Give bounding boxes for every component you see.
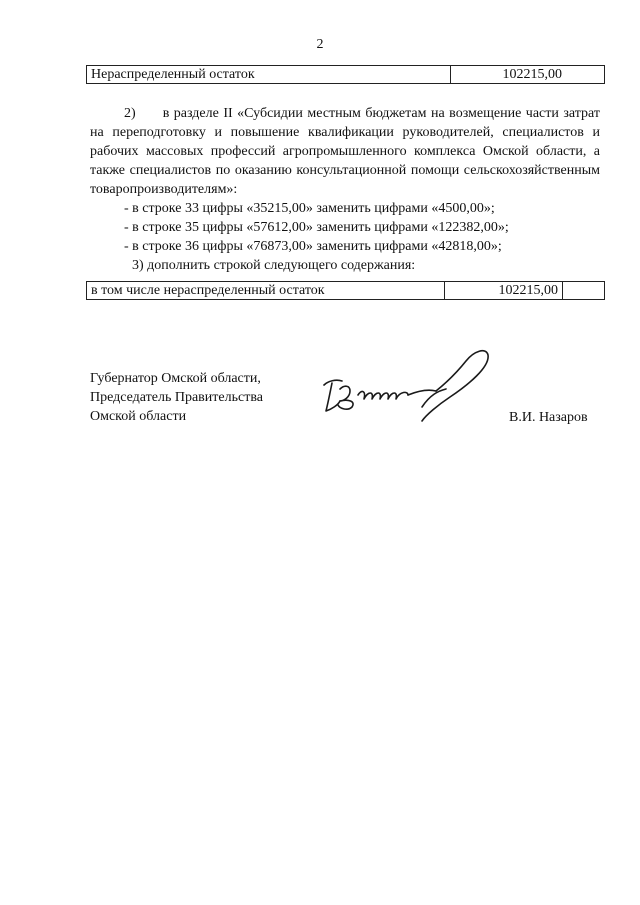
item-2-paragraph bbox=[90, 104, 600, 199]
position-line: Омской области bbox=[90, 409, 187, 424]
page-number: 2 bbox=[316, 37, 324, 52]
signatory-position bbox=[90, 369, 263, 426]
table-including-unallocated bbox=[86, 281, 605, 300]
replacement-line: - в строке 36 цифры «76873,00» заменить цифрами «42818,00»; bbox=[124, 239, 502, 254]
item-2-number: 2) bbox=[124, 106, 136, 121]
item-2-text: в разделе II «Субсидии местным бюджетам на возмещение части затрат на переподготовку и повышение квалификации руководителей, специалистов и рабочих массовых профессий агропромышленного комплекса Омской области, а также специалистов по оказанию консультационной помощи сельскохозяйственным товаропроизводителям»: bbox=[90, 106, 601, 197]
amendment-text bbox=[90, 104, 600, 275]
signer-name: В.И. Назаров bbox=[509, 410, 588, 425]
table-cell-label: в том числе нераспределенный остаток bbox=[87, 282, 445, 300]
replacement-line: - в строке 33 цифры «35215,00» заменить цифрами «4500,00»; bbox=[124, 201, 495, 216]
table-cell-value: 102215,00 bbox=[451, 66, 605, 84]
table-cell-value: 102215,00 bbox=[445, 282, 563, 300]
table-cell-empty bbox=[563, 282, 605, 300]
handwritten-signature bbox=[318, 345, 498, 425]
replacement-line: - в строке 35 цифры «57612,00» заменить цифрами «122382,00»; bbox=[124, 220, 509, 235]
position-line: Председатель Правительства bbox=[90, 390, 263, 405]
item-3-line: 3) дополнить строкой следующего содержания: bbox=[132, 258, 416, 273]
table-cell-label: Нераспределенный остаток bbox=[87, 66, 451, 84]
table-unallocated-balance bbox=[86, 65, 605, 84]
position-line: Губернатор Омской области, bbox=[90, 371, 261, 386]
table-row bbox=[87, 282, 605, 300]
table-row bbox=[87, 66, 605, 84]
